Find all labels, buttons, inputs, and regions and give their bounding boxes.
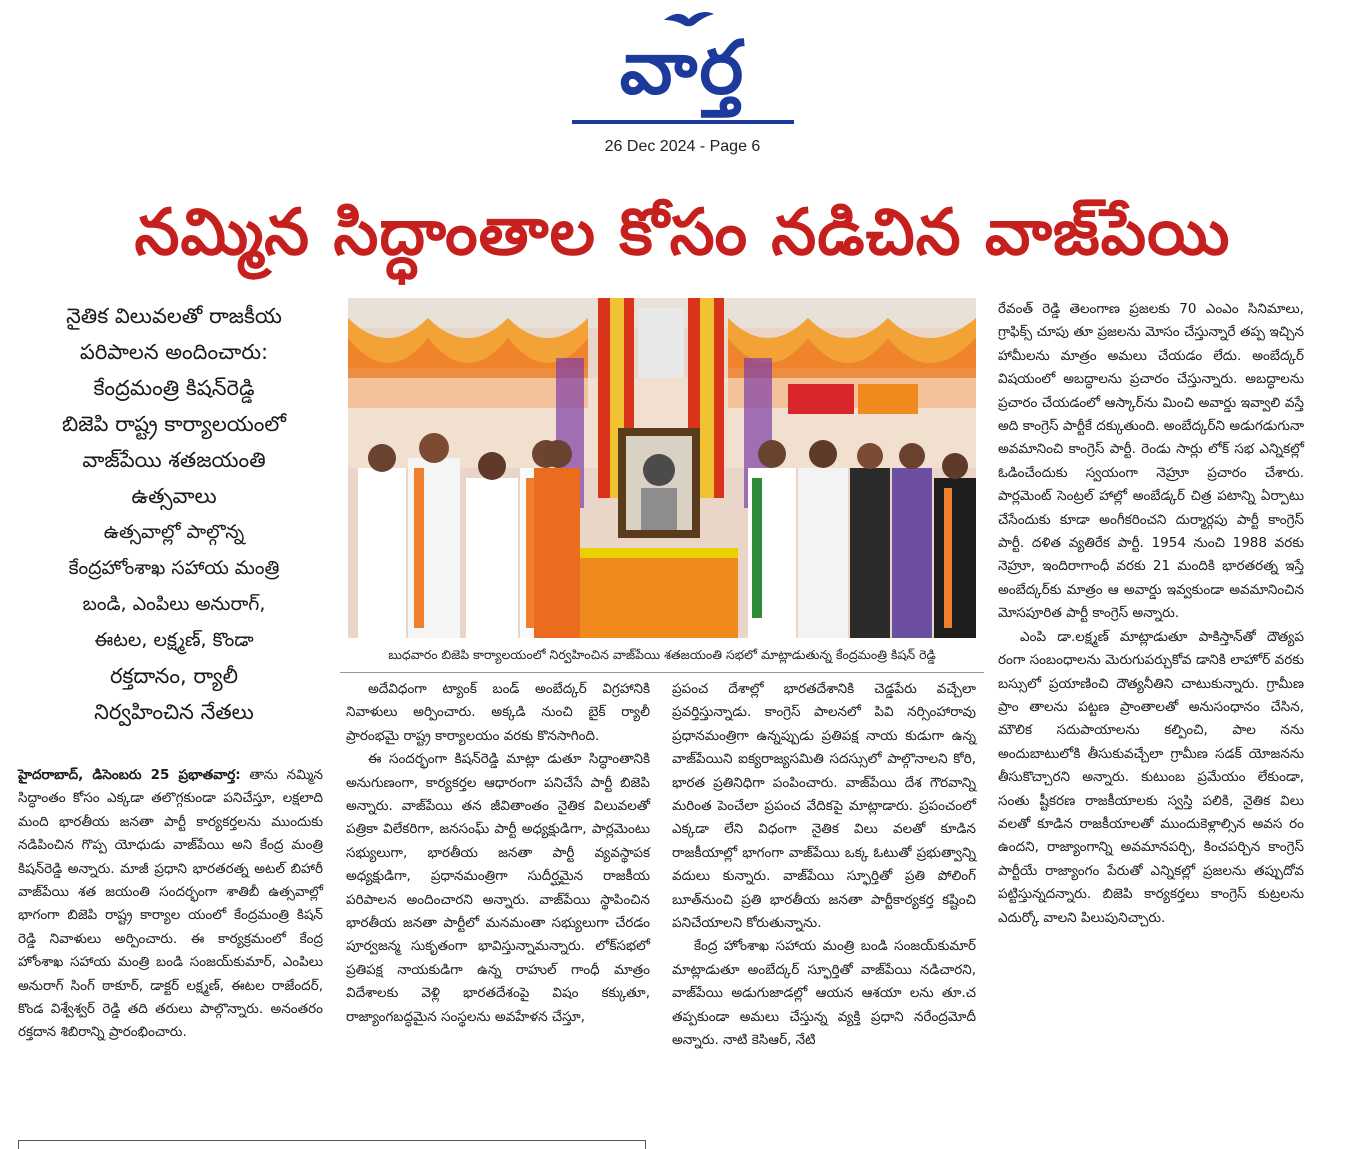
article-column <box>18 764 323 1045</box>
deck-line: కేంద్రమంత్రి కిషన్‌రెడ్డి <box>89 370 258 406</box>
article-column <box>346 678 650 1029</box>
article-paragraph: ప్రపంచ దేశాల్లో భారతదేశానికి చెడ్డపేరు వచ్చేలా ప్రవర్తిస్తున్నాడు. కాంగ్రెస్ పాలనలో పివి నర్సింహారావు ప్రధానమంత్రిగా ఉన్నప్పుడు ప్రతిపక్ష నాయ కుడుగా ఉన్న వాజ్‌పేయిని ఐక్యరాజ్యసమితి సదస్సులో పాల్గొనాలని కోరి, భారత ప్రతినిధిగా పంపించారు. వాజ్‌పేయి దేశ గౌరవాన్ని మరింత పెంచేలా ప్రపంచ వేదికపై మాట్లాడారు. ప్రపంచంలో ఎక్కడా లేని విధంగా నైతిక విలు వలతో కూడిన రాజకీయాల్లో భాగంగా వాజ్‌పేయి ఒక్క ఓటుతో ప్రభుత్వాన్ని వదులు కున్నారు. వాజ్‌పేయి స్ఫూర్తితో ప్రతి పోలింగ్ బూత్‌నుంచి ప్రతి భారతీయ జనతా పార్టీకార్యకర్త కష్టించి పనిచేయాలని కోరుతున్నాను. <box>672 681 976 932</box>
article-column <box>998 298 1304 930</box>
article-dateline: హైదరాబాద్, డిసెంబరు 25 ప్రభాతవార్త: <box>18 767 241 783</box>
newspaper-logo: వార్త <box>619 25 746 111</box>
deck-line: వాజ్‌పేయి శతజయంతి <box>82 448 266 472</box>
article-paragraph: రేవంత్ రెడ్డి తెలంగాణ ప్రజలకు 70 ఎంఎం సినిమాలు, గ్రాఫిక్స్ చూపు తూ ప్రజలను మోసం చేస్తున్నారే తప్ప ఇచ్చిన హామీలను మాత్రం అమలు చేయడం లేదు. అంబేద్కర్ విషయంలో అబద్ధాలను ప్రచారం చేస్తున్నారు. అబద్ధాలను ప్రచారం చేయడంలో ఆస్కార్‌ను మించి అవార్డు ఇవ్వాలి వస్తే అది కాంగ్రెస్ పార్టీకే దక్కుతుంది. అంబేద్కర్‌ని అడుగడుగునా అవమానించి కాంగ్రెస్ పార్టీ. రెండు సార్లు లోక్ సభ ఎన్నికల్లో ఓడించేందుకు స్వయంగా నెహ్రూ ప్రచారం చేశారు. పార్లమెంట్ సెంట్రల్ హాల్లో అంబేడ్కర్ చిత్ర పటాన్ని ఏర్పాటు చేసేందుకు కూడా అంగీకరించని దుర్మార్గపు పార్టీ కాంగ్రెస్ పార్టీ. దళిత వ్యతిరేక పార్టీ. 1954 నుంచి 1988 వరకు నెహ్రూ, ఇందిరాగాంధీ వరకు 21 మందికి భారతరత్న ఇస్తే అంబేద్కర్‌కు మాత్రం ఆ అవార్డు ఇవ్వకుండా అవమానించిన మోసపూరిత పార్టీ కాంగ్రెస్ అన్నారు. <box>998 301 1304 622</box>
logo-underline <box>572 120 794 124</box>
deck-line: బిజెపి రాష్ట్ర కార్యాలయంలో <box>62 412 286 436</box>
masthead <box>0 0 1365 170</box>
next-headline-fragment <box>684 1128 1264 1148</box>
article-paragraph: ఈ సందర్భంగా కిషన్‌రెడ్డి మాట్లా డుతూ సిద్ధాంతానికి అనుగుణంగా, కార్యకర్తల ఆధారంగా పనిచేసే పార్టీ బిజెపి అన్నారు. వాజ్‌పేయి తన జీవితాంతం నైతిక విలువలతో పత్రికా విలేకరిగా, జనసంఘ్ పార్టీ అధ్యక్షుడిగా, పార్లమెంటు సభ్యులుగా, భారతీయ జనతా పార్టీ వ్యవస్థాపక అధ్యక్షుడిగా, ప్రధానమంత్రిగా సుదీర్ఘమైన రాజకీయ పరిపాలన అందించారని అన్నారు. వాజ్‌పేయి స్థాపించిన భారతీయ జనతా పార్టీలో మనమంతా సభ్యులుగా చేరడం పూర్వజన్మ సుకృతంగా భావిస్తున్నామన్నారు. లోక్‌సభలో ప్రతిపక్ష నాయకుడిగా ఉన్న రాహుల్ గాంధీ మాత్రం విదేశాలకు వెళ్లి భారతదేశంపై విషం కక్కుతూ, రాజ్యాంగబద్ధమైన సంస్థలను అవహేళన చేస్తూ, <box>346 751 650 1025</box>
event-photo <box>348 298 976 638</box>
article-paragraph: కేంద్ర హోంశాఖ సహాయ మంత్రి బండి సంజయ్‌కుమార్ మాట్లాడుతూ అంబేద్కర్ స్ఫూర్తితో వాజ్‌పేయి నడిచారని, వాజ్‌పేయి అడుగుజాడల్లో ఆయన ఆశయా లను తూ.చ తప్పకుండా అమలు చేస్తున్న వ్యక్తి ప్రధాని నరేంద్రమోదీ అన్నారు. నాటి కెసిఆర్, నేటి <box>672 938 976 1049</box>
article-column <box>672 678 976 1053</box>
headline-deck <box>18 298 330 730</box>
article-paragraph: ఎంపి డా.లక్ష్మణ్ మాట్లాడుతూ పాకిస్తాన్‌తో దౌత్యప రంగా సంబంధాలను మెరుగుపర్చుకోవ డానికి లాహోర్ వరకు బస్సులో ప్రయాణించి దౌత్యనీతిని చాటుకున్నారు. గ్రామీణ ప్రాం తాలను పట్టణ ప్రాంతాలతో అనుసంధానం చేసిన, మౌలిక సదుపాయాలను కల్పించి, పాల నను అందుబాటులోకి తీసుకువచ్చేలా గ్రామీణ సడక్ యోజనను తీసుకొచ్చారని అన్నారు. కుటుంబ ప్రమేయం లేకుండా, సంతు ష్టీకరణ రాజకీయాలకు స్వస్తి పలికి, నైతిక విలు వలతో కూడిన రాజకీయాలతో ముందుకెళ్లాల్సిన అవస రం ఉందని, రాజ్యాంగాన్ని అవమానపర్చి, కించపర్చిన కాంగ్రెస్ పార్టీయే రాజ్యాంగం పేరుతో ఎన్నికల్లో ప్రజలను తప్పుదోవ పట్టిస్తున్నదన్నారు. బిజెపి కార్యకర్తలు కాంగ్రెస్ కుట్రలను ఎదుర్కో వాలని పిలుపునిచ్చారు. <box>998 628 1304 926</box>
deck-line: బండి, ఎంపిలు అనురాగ్, <box>82 593 266 615</box>
article-text: తాను నమ్మిన సిద్ధాంతం కోసం ఎక్కడా తలొగ్గకుండా పనిచేస్తూ, లక్షలాది మంది భారతీయ జనతా పార్టీ కార్యకర్తలను ముందుకు నడిపించిన గొప్ప యోధుడు వాజ్‌పేయి అని కేంద్ర మంత్రి కిషన్‌రెడ్డి అన్నారు. మాజీ ప్రధాని భారతరత్న అటల్ బిహారీ వాజ్‌పేయి శత జయంతి సందర్భంగా శాతిబీ ఉత్సవాల్లో భాగంగా బిజెపి రాష్ట్ర కార్యాల యంలో కేంద్రమంత్రి కిషన్ రెడ్డి నివాళులు అర్పించారు. ఈ కార్యక్రమంలో కేంద్ర హోంశాఖ సహాయ మంత్రి బండి సంజయ్‌కుమార్, ఎంపిలు అనురాగ్ సింగ్ ఠాకూర్, డాక్టర్ లక్ష్మణ్, ఈటల రాజేందర్, కొండ విశ్వేశ్వర్ రెడ్డి తది తరులు పాల్గొన్నారు. అనంతరం రక్తదాన శిబిరాన్ని ప్రారంభించారు. <box>18 767 324 1041</box>
article-paragraph: అదేవిధంగా ట్యాంక్ బండ్ అంబేద్కర్ విగ్రహానికి నివాళులు అర్పించారు. అక్కడి నుంచి బైక్ ర్యాలీ ప్రారంభమై రాష్ట్ర కార్యాలయం వరకు కొనసాగింది. <box>346 681 650 744</box>
deck-line: నైతిక విలువలతో రాజకీయ <box>66 304 282 328</box>
deck-line: కేంద్రహోంశాఖ సహాయ మంత్రి <box>68 557 280 579</box>
event-photo-illustration <box>348 298 976 638</box>
photo-caption: బుధవారం బిజెపి కార్యాలయంలో నిర్వహించిన వాజ్‌పేయి శతజయంతి సభలో మాట్లాడుతున్న కేంద్రమంత్రి కిషన్ రెడ్డి <box>388 647 936 662</box>
page-headline: నమ్మిన సిద్ధాంతాల కోసం నడిచిన వాజ్‌పేయి <box>134 196 1231 270</box>
deck-line: ఈటల, లక్ష్మణ్, కొండా <box>90 622 257 658</box>
date-page-label: 26 Dec 2024 - Page 6 <box>604 138 761 155</box>
deck-line: ఉత్సవాల్లో పాల్గొన్న <box>103 521 245 543</box>
deck-line: నిర్వహించిన నేతలు <box>90 694 258 730</box>
deck-line: ఉత్సవాలు <box>127 478 220 514</box>
deck-line: పరిపాలన అందించారు: <box>79 340 269 364</box>
deck-line: రక్తదానం, ర్యాలీ <box>109 664 239 688</box>
caption-rule <box>340 672 984 673</box>
